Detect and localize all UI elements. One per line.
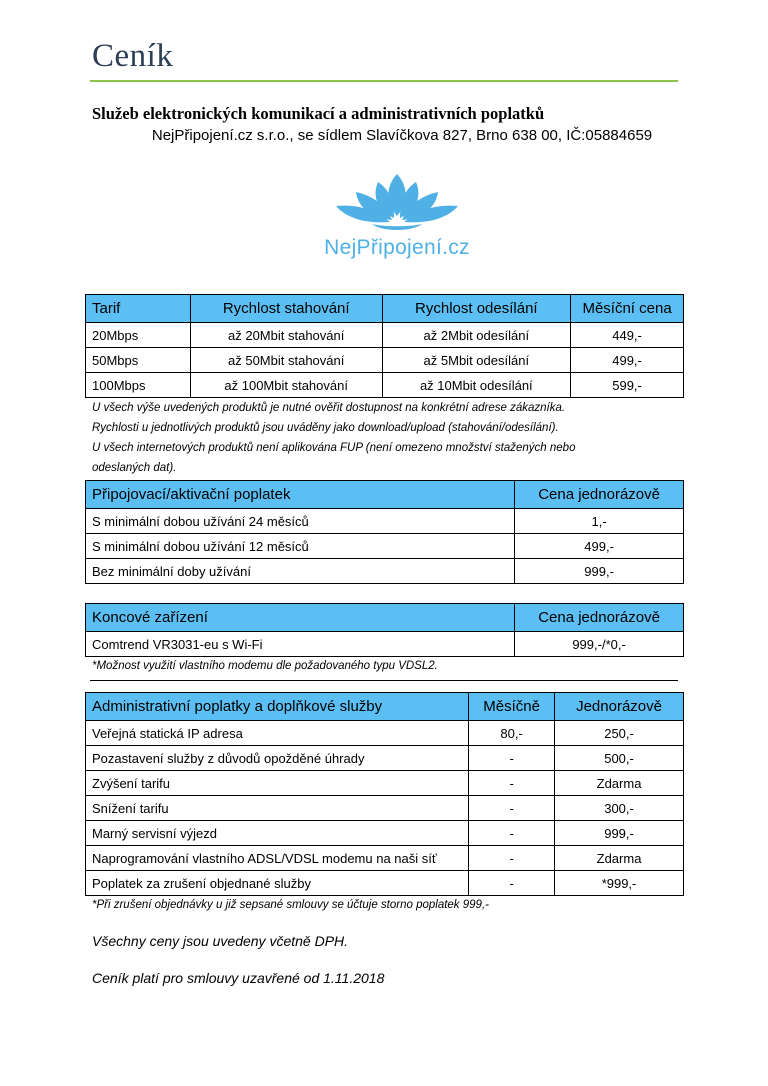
- table-cell: Bez minimální doby užívání: [86, 559, 515, 584]
- table-cell: Zdarma: [555, 846, 684, 871]
- admin-note: *Při zrušení objednávky u již sepsané smlouvy se účtuje storno poplatek 999,-: [92, 899, 489, 911]
- tariff-notes: [92, 398, 575, 478]
- table-cell: 999,-: [515, 559, 684, 584]
- header-cell: Koncové zařízení: [86, 604, 515, 632]
- validity-note: Ceník platí pro smlouvy uzavřené od 1.11.2018: [92, 970, 385, 986]
- header-cell: Cena jednorázově: [515, 481, 684, 509]
- table-cell: 599,-: [571, 373, 684, 398]
- note-line: U všech výše uvedených produktů je nutné ověřit dostupnost na konkrétní adrese zákazníka.: [92, 402, 566, 414]
- company-logo: [322, 172, 472, 272]
- table-row: [86, 323, 684, 348]
- table-header-row: [86, 693, 684, 721]
- table-cell: až 10Mbit odesílání: [382, 373, 571, 398]
- table-cell: Marný servisní výjezd: [86, 821, 469, 846]
- header-cell: Jednorázově: [555, 693, 684, 721]
- header-cell: Připojovací/aktivační poplatek: [86, 481, 515, 509]
- admin-fees-table: [85, 692, 684, 896]
- table-row: [86, 559, 684, 584]
- table-cell: Zdarma: [555, 771, 684, 796]
- table-row: [86, 534, 684, 559]
- connection-fee-table: [85, 480, 684, 584]
- header-cell: Tarif: [86, 295, 191, 323]
- table-cell: Comtrend VR3031-eu s Wi-Fi: [86, 632, 515, 657]
- table-cell: -: [469, 746, 555, 771]
- table-row: [86, 846, 684, 871]
- device-table: [85, 603, 684, 657]
- header-cell: Rychlost stahování: [190, 295, 382, 323]
- table-header-row: [86, 481, 684, 509]
- table-row: [86, 632, 684, 657]
- table-row: [86, 771, 684, 796]
- table-cell: S minimální dobou užívání 24 měsíců: [86, 509, 515, 534]
- header-cell: Měsíčně: [469, 693, 555, 721]
- table-row: [86, 348, 684, 373]
- tariff-table: [85, 294, 684, 398]
- page-title: Ceník: [92, 38, 174, 74]
- table-header-row: [86, 604, 684, 632]
- table-cell: 300,-: [555, 796, 684, 821]
- table-row: [86, 746, 684, 771]
- logo-wordmark: NejPřipojení.cz: [324, 236, 470, 259]
- table-cell: Zvýšení tarifu: [86, 771, 469, 796]
- table-row: [86, 796, 684, 821]
- table-cell: -: [469, 821, 555, 846]
- table-cell: 449,-: [571, 323, 684, 348]
- table-cell: Poplatek za zrušení objednané služby: [86, 871, 469, 896]
- table-cell: 100Mbps: [86, 373, 191, 398]
- device-note: *Možnost využití vlastního modemu dle požadovaného typu VDSL2.: [92, 660, 438, 672]
- table-cell: 499,-: [515, 534, 684, 559]
- table-cell: až 50Mbit stahování: [190, 348, 382, 373]
- table-row: [86, 509, 684, 534]
- table-cell: až 100Mbit stahování: [190, 373, 382, 398]
- table-cell: -: [469, 846, 555, 871]
- table-cell: Naprogramování vlastního ADSL/VDSL modemu na naši síť: [86, 846, 469, 871]
- table-cell: -: [469, 796, 555, 821]
- table-header-row: [86, 295, 684, 323]
- note-line: odeslaných dat).: [92, 462, 177, 474]
- table-cell: Veřejná statická IP adresa: [86, 721, 469, 746]
- document-subtitle: Služeb elektronických komunikací a administrativních poplatků: [92, 104, 545, 123]
- header-cell: Měsíční cena: [571, 295, 684, 323]
- table-cell: 999,-/*0,-: [515, 632, 684, 657]
- table-cell: Pozastavení služby z důvodů opožděné úhrady: [86, 746, 469, 771]
- note-line: U všech internetových produktů není aplikována FUP (není omezeno množství stažených nebo: [92, 442, 576, 454]
- table-row: [86, 871, 684, 896]
- vat-note: Všechny ceny jsou uvedeny včetně DPH.: [92, 933, 349, 949]
- table-cell: 80,-: [469, 721, 555, 746]
- lotus-icon: [332, 172, 462, 234]
- title-divider: [90, 80, 678, 82]
- table-cell: až 2Mbit odesílání: [382, 323, 571, 348]
- table-cell: 20Mbps: [86, 323, 191, 348]
- section-divider: [90, 680, 678, 681]
- note-line: Rychlosti u jednotlivých produktů jsou uváděny jako download/upload (stahování/odesílání).: [92, 422, 559, 434]
- table-cell: až 5Mbit odesílání: [382, 348, 571, 373]
- table-cell: S minimální dobou užívání 12 měsíců: [86, 534, 515, 559]
- header-cell: Cena jednorázově: [515, 604, 684, 632]
- table-cell: 1,-: [515, 509, 684, 534]
- header-cell: Administrativní poplatky a doplňkové služby: [86, 693, 469, 721]
- table-cell: 50Mbps: [86, 348, 191, 373]
- table-row: [86, 721, 684, 746]
- company-info: NejPřipojení.cz s.r.o., se sídlem Slavíčkova 827, Brno 638 00, IČ:05884659: [151, 127, 653, 144]
- table-cell: 499,-: [571, 348, 684, 373]
- table-cell: Snížení tarifu: [86, 796, 469, 821]
- table-row: [86, 821, 684, 846]
- table-row: [86, 373, 684, 398]
- table-cell: až 20Mbit stahování: [190, 323, 382, 348]
- table-cell: -: [469, 771, 555, 796]
- table-cell: 250,-: [555, 721, 684, 746]
- table-cell: 999,-: [555, 821, 684, 846]
- table-cell: *999,-: [555, 871, 684, 896]
- table-cell: -: [469, 871, 555, 896]
- header-cell: Rychlost odesílání: [382, 295, 571, 323]
- table-cell: 500,-: [555, 746, 684, 771]
